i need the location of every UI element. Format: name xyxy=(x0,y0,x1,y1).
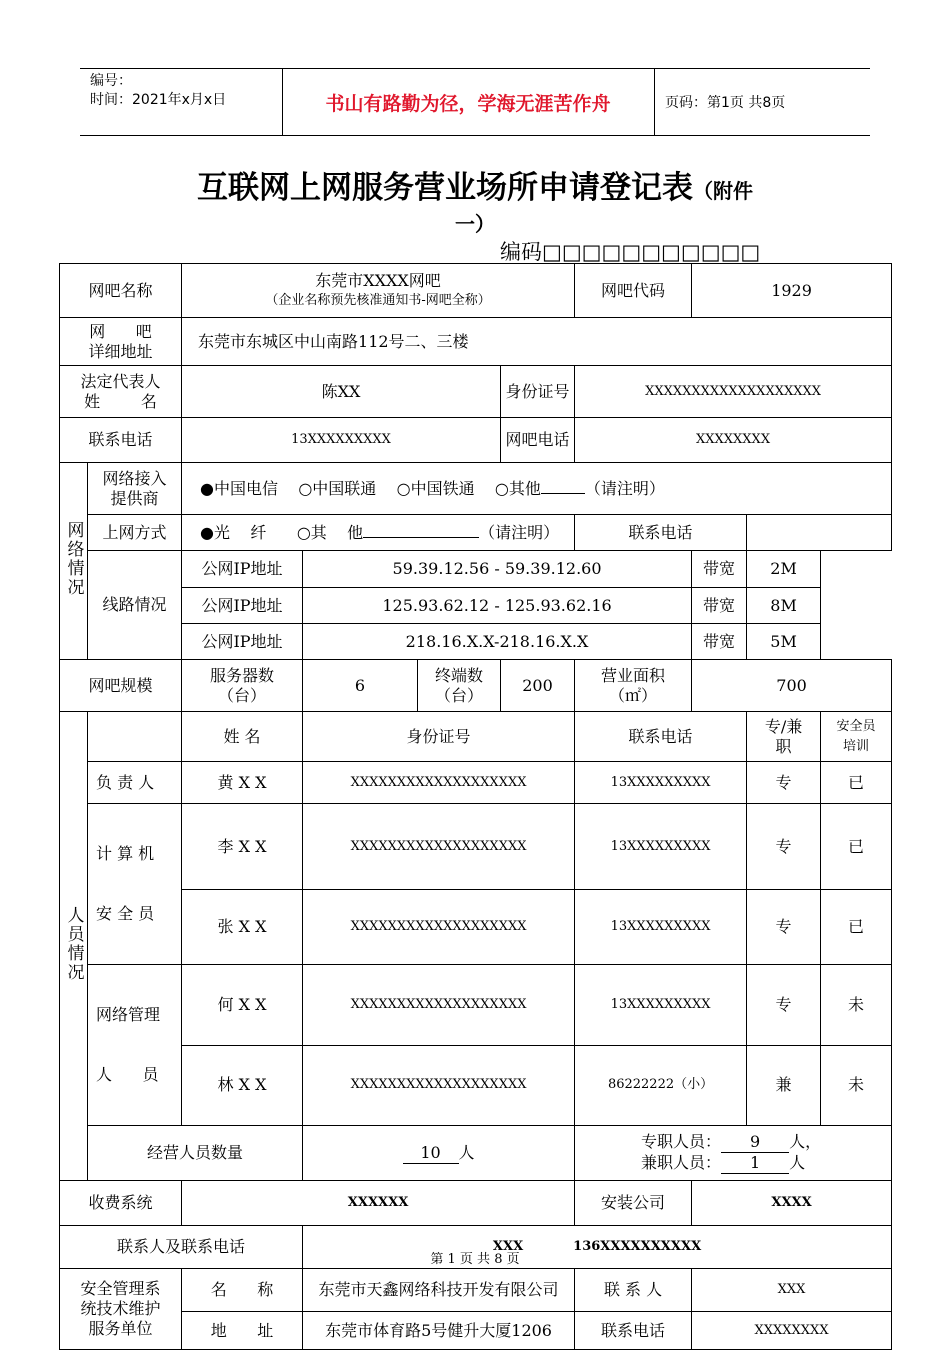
bandwidth-value: 8M xyxy=(747,588,821,624)
terminals-label-line1: 终端数 xyxy=(435,665,484,685)
legal-label-line2: 姓 名 xyxy=(84,391,157,411)
staff-name: 何 X X xyxy=(182,965,303,1046)
ip-label: 公网IP地址 xyxy=(182,624,303,660)
installer-value: XXXX xyxy=(692,1181,892,1226)
maint-name-value: 东莞市天鑫网络科技开发有限公司 xyxy=(303,1269,575,1312)
table-row xyxy=(60,890,892,965)
staff-section-text: 人员情况 xyxy=(63,905,84,982)
bar-phone-value: XXXXXXXX xyxy=(575,418,892,463)
col-type xyxy=(747,712,821,762)
staff-count-unit: 人 xyxy=(458,1142,475,1162)
staff-id: XXXXXXXXXXXXXXXXXXX xyxy=(303,890,575,965)
terminals-label xyxy=(418,660,501,712)
col-type-line2: 职 xyxy=(775,736,792,756)
maint-label-line1: 安全管理系 xyxy=(80,1279,161,1298)
servers-label xyxy=(182,660,303,712)
maint-phone-value: XXXXXXXX xyxy=(692,1312,892,1350)
terminals-value: 200 xyxy=(501,660,575,712)
id-label: 身份证号 xyxy=(501,366,575,418)
legal-label-line1: 法定代表人 xyxy=(80,371,161,391)
provider-options-text: ●中国电信 ○中国联通 ○中国铁通 ○其他 xyxy=(200,478,541,498)
col-training-line2: 培训 xyxy=(843,738,870,754)
staff-phone: 13XXXXXXXXX xyxy=(575,804,747,890)
staff-breakdown xyxy=(575,1126,892,1181)
provider-options xyxy=(182,463,892,515)
title-main: 互联网上网服务营业场所申请登记表 xyxy=(197,170,693,206)
access-label: 上网方式 xyxy=(88,515,182,551)
servers-label-line1: 服务器数 xyxy=(210,665,275,685)
network-contact-value xyxy=(747,515,892,551)
staff-id: XXXXXXXXXXXXXXXXXXX xyxy=(303,1045,575,1126)
ip-label: 公网IP地址 xyxy=(182,551,303,588)
staff-type: 专 xyxy=(747,804,821,890)
fulltime-label: 专职人员： xyxy=(641,1132,722,1151)
ip-range: 218.16.X.X-218.16.X.X xyxy=(303,624,692,660)
ip-label: 公网IP地址 xyxy=(182,588,303,624)
legal-value: 陈XX xyxy=(182,366,501,418)
area-value: 700 xyxy=(692,660,892,712)
registration-form xyxy=(59,263,892,1350)
staff-trained: 未 xyxy=(821,1045,892,1126)
staff-role-header xyxy=(88,712,182,762)
staff-section-label xyxy=(60,712,88,1181)
area-label xyxy=(575,660,692,712)
bar-phone-label: 网吧电话 xyxy=(501,418,575,463)
staff-count xyxy=(303,1126,575,1181)
address-label-line1: 网 吧 xyxy=(89,321,152,341)
staff-trained: 已 xyxy=(821,762,892,804)
table-row xyxy=(60,1045,892,1126)
provider-label-line2: 提供商 xyxy=(110,488,159,508)
role-security xyxy=(88,804,182,965)
area-label-line1: 营业面积 xyxy=(601,665,666,685)
col-name: 姓 名 xyxy=(182,712,303,762)
maint-label-line3: 服务单位 xyxy=(88,1319,153,1338)
parttime-label: 兼职人员： xyxy=(641,1153,722,1172)
maint-phone-label: 联系电话 xyxy=(575,1312,692,1350)
maint-addr-value: 东莞市体育路5号健升大厦1206 xyxy=(303,1312,575,1350)
bandwidth-label: 带宽 xyxy=(692,551,747,588)
name-label: 网吧名称 xyxy=(60,264,182,318)
maint-label-line2: 统技术维护 xyxy=(80,1299,161,1318)
maint-person-value: XXX xyxy=(692,1269,892,1312)
contact-name: XXX xyxy=(492,1239,524,1254)
access-blank xyxy=(363,537,479,538)
staff-name: 李 X X xyxy=(182,804,303,890)
access-note: （请注明） xyxy=(479,522,560,542)
maint-addr-label: 地 址 xyxy=(182,1312,303,1350)
access-options xyxy=(182,515,575,551)
table-row xyxy=(60,762,892,804)
staff-trained: 已 xyxy=(821,804,892,890)
header-meta xyxy=(90,72,226,110)
table-row xyxy=(60,965,892,1046)
name-value: 东莞市XXXX网吧 xyxy=(315,270,441,290)
role-netadmin-line1: 网络管理 xyxy=(96,1005,161,1024)
bandwidth-value: 2M xyxy=(747,551,821,588)
provider-blank xyxy=(541,493,585,494)
bandwidth-value: 5M xyxy=(747,624,821,660)
contact-phone: 136XXXXXXXXXX xyxy=(573,1239,702,1254)
staff-name: 黄 X X xyxy=(182,762,303,804)
col-training-line1: 安全员 xyxy=(836,718,876,734)
header-motto: 书山有路勤为径，学海无涯苦作舟 xyxy=(325,92,611,115)
col-training xyxy=(821,712,892,762)
staff-type: 兼 xyxy=(747,1045,821,1126)
parttime-unit: 人 xyxy=(789,1153,806,1172)
staff-count-label: 经营人员数量 xyxy=(88,1126,303,1181)
maint-person-label: 联 系 人 xyxy=(575,1269,692,1312)
table-row xyxy=(60,804,892,890)
address-value: 东莞市东城区中山南路112号二、三楼 xyxy=(182,318,892,366)
staff-phone: 86222222（小） xyxy=(575,1045,747,1126)
phone-label: 联系电话 xyxy=(60,418,182,463)
maint-label xyxy=(60,1269,182,1350)
staff-trained: 已 xyxy=(821,890,892,965)
header-page-info: 页码：第1页 共8页 xyxy=(665,95,786,111)
billing-label: 收费系统 xyxy=(60,1181,182,1226)
title-line2: 一） xyxy=(455,212,495,236)
header-number: 编号： xyxy=(90,73,132,89)
staff-count-value: 10 xyxy=(403,1143,459,1164)
provider-note: （请注明） xyxy=(584,478,665,498)
network-section-text: 网络情况 xyxy=(63,520,84,597)
network-section-label xyxy=(60,463,88,660)
code-label-cell: 网吧代码 xyxy=(575,264,692,318)
phone-value: 13XXXXXXXXX xyxy=(182,418,501,463)
staff-type: 专 xyxy=(747,890,821,965)
staff-phone: 13XXXXXXXXX xyxy=(575,762,747,804)
access-options-text: ●光 纤 ○其 他 xyxy=(200,522,364,542)
area-label-line2: （㎡） xyxy=(609,685,658,705)
title-suffix: （附件 xyxy=(693,179,753,203)
servers-label-line2: （台） xyxy=(218,685,267,705)
role-netadmin xyxy=(88,965,182,1126)
provider-label xyxy=(88,463,182,515)
terminals-label-line2: （台） xyxy=(435,685,484,705)
address-label-line2: 详细地址 xyxy=(88,341,153,361)
col-id: 身份证号 xyxy=(303,712,575,762)
staff-trained: 未 xyxy=(821,965,892,1046)
installer-label: 安装公司 xyxy=(575,1181,692,1226)
role-head: 负 责 人 xyxy=(88,762,182,804)
legal-label xyxy=(60,366,182,418)
network-contact-label: 联系电话 xyxy=(575,515,747,551)
role-security-line1: 计 算 机 xyxy=(96,844,155,863)
staff-name: 林 X X xyxy=(182,1045,303,1126)
col-phone: 联系电话 xyxy=(575,712,747,762)
staff-id: XXXXXXXXXXXXXXXXXXX xyxy=(303,965,575,1046)
parttime-value: 1 xyxy=(721,1153,789,1174)
ip-range: 125.93.62.12 - 125.93.62.16 xyxy=(303,588,692,624)
provider-label-line1: 网络接入 xyxy=(102,468,167,488)
fulltime-unit: 人， xyxy=(789,1132,822,1151)
role-netadmin-line2: 人 员 xyxy=(96,1065,159,1084)
bandwidth-label: 带宽 xyxy=(692,588,747,624)
staff-phone: 13XXXXXXXXX xyxy=(575,890,747,965)
staff-phone: 13XXXXXXXXX xyxy=(575,965,747,1046)
line-label: 线路情况 xyxy=(88,551,182,660)
bandwidth-label: 带宽 xyxy=(692,624,747,660)
fulltime-value: 9 xyxy=(721,1132,789,1153)
col-type-line1: 专/兼 xyxy=(764,716,803,736)
billing-value: XXXXXX xyxy=(182,1181,575,1226)
header-divider xyxy=(654,68,655,136)
contact-label: 联系人及联系电话 xyxy=(60,1226,303,1269)
servers-value: 6 xyxy=(303,660,418,712)
staff-id: XXXXXXXXXXXXXXXXXXX xyxy=(303,762,575,804)
name-note: （企业名称预先核准通知书-网吧全称） xyxy=(265,292,491,308)
ip-range: 59.39.12.56 - 59.39.12.60 xyxy=(303,551,692,588)
header-time: 时间：2021年x月x日 xyxy=(90,92,227,108)
staff-id: XXXXXXXXXXXXXXXXXXX xyxy=(303,804,575,890)
role-security-line2: 安 全 员 xyxy=(96,904,155,923)
page-title xyxy=(80,168,870,211)
page-footer: 第 1 页 共 8 页 xyxy=(430,1252,520,1267)
page-header xyxy=(80,68,870,136)
staff-name: 张 X X xyxy=(182,890,303,965)
address-label xyxy=(60,318,182,366)
scale-label: 网吧规模 xyxy=(60,660,182,712)
staff-type: 专 xyxy=(747,762,821,804)
maint-name-label: 名 称 xyxy=(182,1269,303,1312)
code-value: 1929 xyxy=(692,264,892,318)
name-cell xyxy=(182,264,575,318)
staff-type: 专 xyxy=(747,965,821,1046)
id-value: XXXXXXXXXXXXXXXXXXX xyxy=(575,366,892,418)
code-label: 编码□□□□□□□□□□□ xyxy=(500,240,761,264)
